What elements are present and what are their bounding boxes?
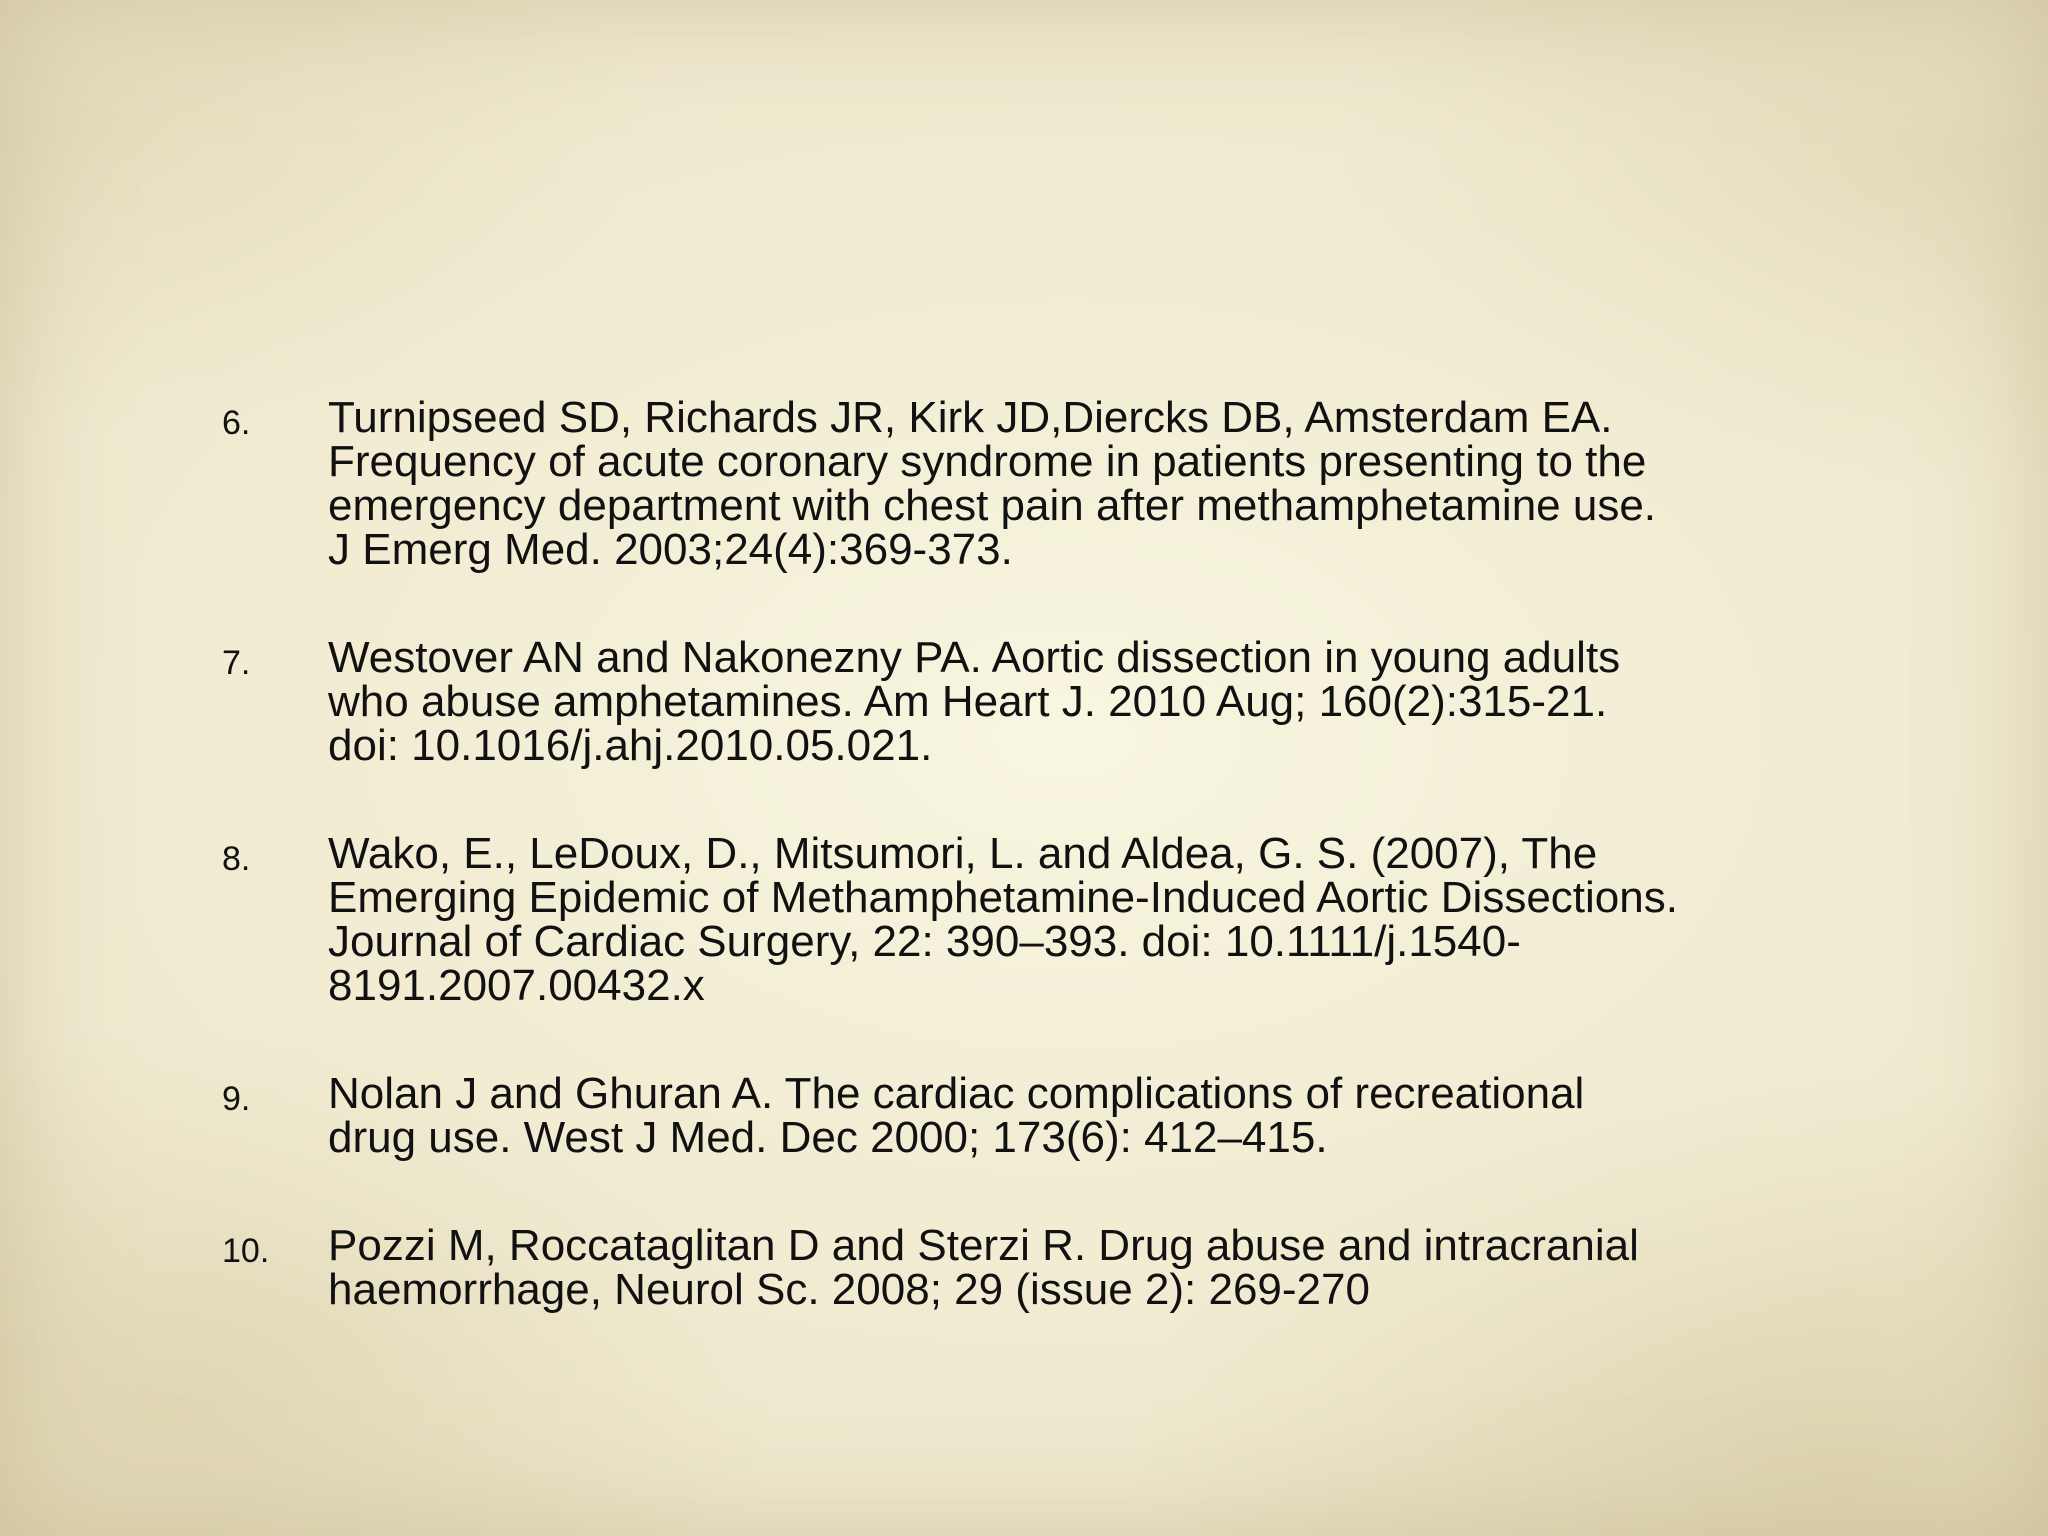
reference-number: 10. (222, 1232, 270, 1270)
reference-text-line: Nolan J and Ghuran A. The cardiac complications of recreational (328, 1069, 1585, 1118)
reference-number: 7. (222, 644, 251, 682)
reference-text-line: haemorrhage, Neurol Sc. 2008; 29 (issue 2): 269-270 (328, 1265, 1370, 1314)
reference-text-line: doi: 10.1016/j.ahj.2010.05.021. (328, 721, 933, 770)
reference-text-line: Emerging Epidemic of Methamphetamine-Induced Aortic Dissections. (328, 873, 1678, 922)
reference-text-line: Journal of Cardiac Surgery, 22: 390–393. doi: 10.1111/j.1540- (328, 917, 1521, 966)
reference-item-8 (222, 829, 1842, 1010)
reference-number: 9. (222, 1080, 251, 1118)
reference-text-line: 8191.2007.00432.x (328, 961, 705, 1010)
reference-text-line: Westover AN and Nakonezny PA. Aortic dissection in young adults (328, 633, 1621, 682)
reference-text-line: Wako, E., LeDoux, D., Mitsumori, L. and Aldea, G. S. (2007), The (328, 829, 1598, 878)
reference-text-line: Frequency of acute coronary syndrome in patients presenting to the (328, 437, 1647, 486)
reference-number: 6. (222, 404, 251, 442)
reference-list (222, 393, 1842, 1376)
reference-text-line: Pozzi M, Roccataglitan D and Sterzi R. Drug abuse and intracranial (328, 1221, 1639, 1270)
reference-text-line: emergency department with chest pain after methamphetamine use. (328, 481, 1657, 530)
reference-number: 8. (222, 840, 251, 878)
reference-text-line: who abuse amphetamines. Am Heart J. 2010 Aug; 160(2):315-21. (328, 677, 1608, 726)
reference-text-line: Turnipseed SD, Richards JR, Kirk JD,Diercks DB, Amsterdam EA. (328, 393, 1613, 442)
reference-text-line: J Emerg Med. 2003;24(4):369-373. (328, 525, 1013, 574)
reference-item-9 (222, 1069, 1842, 1162)
reference-text-line: drug use. West J Med. Dec 2000; 173(6): 412–415. (328, 1113, 1328, 1162)
reference-item-6 (222, 393, 1842, 574)
reference-item-7 (222, 633, 1842, 770)
reference-item-10 (222, 1221, 1842, 1314)
